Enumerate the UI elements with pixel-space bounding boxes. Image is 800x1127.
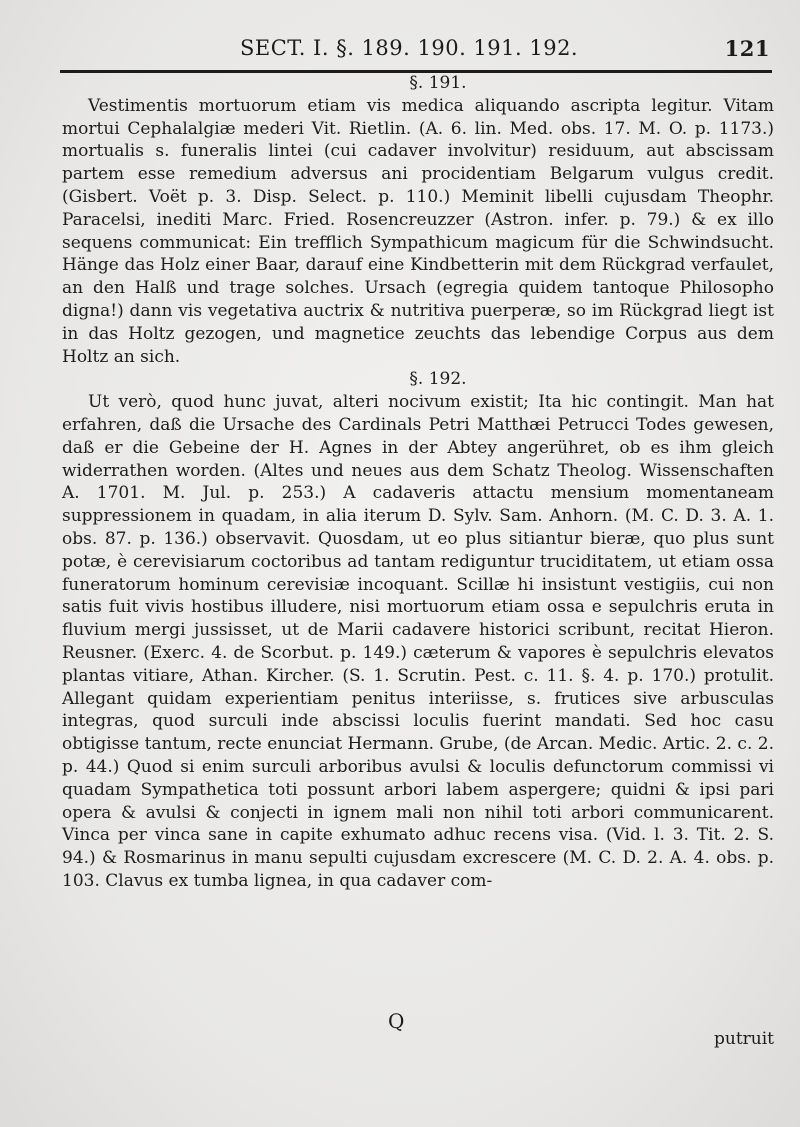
signature-mark: Q <box>388 1009 405 1033</box>
page-number: 121 <box>724 36 770 61</box>
section-191-heading: §. 191. <box>409 73 467 93</box>
page-header <box>60 36 770 66</box>
catchword: putruit <box>713 1029 774 1049</box>
section-192-text: Ut verò, quod hunc juvat, alteri nocivum existit; Ita hic contingit. Man hat erfahren, daß die Ursache des Cardinals Petri Matthæi Petrucci Todes gewesen, daß er die Gebeine der H. Agnes in der Abtey angerühret, ob es ihm gleich widerrathen worden. (Altes und neues aus dem Schatz Theolog. Wissenschaften A. 1701. M. Jul. p. 253.) A cadaveris attactu mensium momentaneam suppressionem in quadam, in alia iterum D. Sylv. Sam. Anhorn. (M. C. D. 3. A. 1. obs. 87. p. 136.) observavit. Quosdam, ut eo plus sitiantur bieræ, quo plus sunt potæ, è cerevisiarum coctoribus ad tantam rediguntur truciditatem, ut etiam ossa funeratorum hominum cerevisiæ incoquant. Scillæ hi insistunt vestigiis, cui non satis fuit vivis hostibus illudere, nisi mortuorum etiam ossa e sepulchris eruta in fluvium mergi jussisset, ut de Marii cadavere historici scribunt, recitat Hieron. Reusner. (Exerc. 4. de Scorbut. p. 149.) cæterum & vapores è sepulchris elevatos plantas vitiare, Athan. Kircher. (S. 1. Scrutin. Pest. c. 11. §. 4. p. 170.) protulit. Allegant quidam experientiam penitus interiisse, s. frutices sive arbusculas integras, quod surculi inde abscissi loculis fuerint mandati. Sed hoc casu obtigisse tantum, recte enunciat Hermann. Grube, (de Arcan. Medic. Artic. 2. c. 2. p. 44.) Quod si enim surculi arboribus avulsi & loculis defunctorum commissi vi quadam Sympathetica toti possunt arbori labem aspergere; quidni & ipsi pari opera & avulsi & conjecti in ignem mali non nihil toti arbori communicarent. Vinca per vinca sane in capite exhumato adhuc recens visa. (Vid. l. 3. Tit. 2. S. 94.) & Rosmarinus in manu sepulti cujusdam excrescere (M. C. D. 2. A. 4. obs. p. 103. Clavus ex tumba lignea, in qua cadaver com- <box>62 392 774 891</box>
section-192-heading: §. 192. <box>409 369 467 390</box>
page-body <box>62 72 774 893</box>
section-191-text: Vestimentis mortuorum etiam vis medica aliquando ascripta legitur. Vitam mortui Cephalalgiæ mederi Vit. Rietlin. (A. 6. lin. Med. obs. 17. M. O. p. 1173.) mortualis s. funeralis lintei (cui cadaver involvitur) residuum, aut abscissam partem esse remedium adversus ani procidentiam Belgarum vulgus credit. (Gisbert. Voët p. 3. Disp. Select. p. 110.) Meminit libelli cujusdam Theophr. Paracelsi, inediti Marc. Fried. Rosencreuzzer (Astron. infer. p. 79.) & ex illo sequens communicat: Ein trefflich Sympathicum magicum für die Schwindsucht. Hänge das Holz einer Baar, darauf eine Kindbetterin mit dem Rückgrad verfaulet, an den Halß und trage solches. Ursach (egregia quidem tantoque Philosopho digna!) dann vis vegetativa auctrix & nutritiva puerperæ, so im Rückgrad liegt ist in das Holtz gezogen, und magnetice zeuchts das lebendige Corpus aus dem Holtz an sich. <box>62 95 774 367</box>
page-footer <box>62 1010 774 1070</box>
running-head: SECT. I. §. 189. 190. 191. 192. <box>240 36 579 60</box>
